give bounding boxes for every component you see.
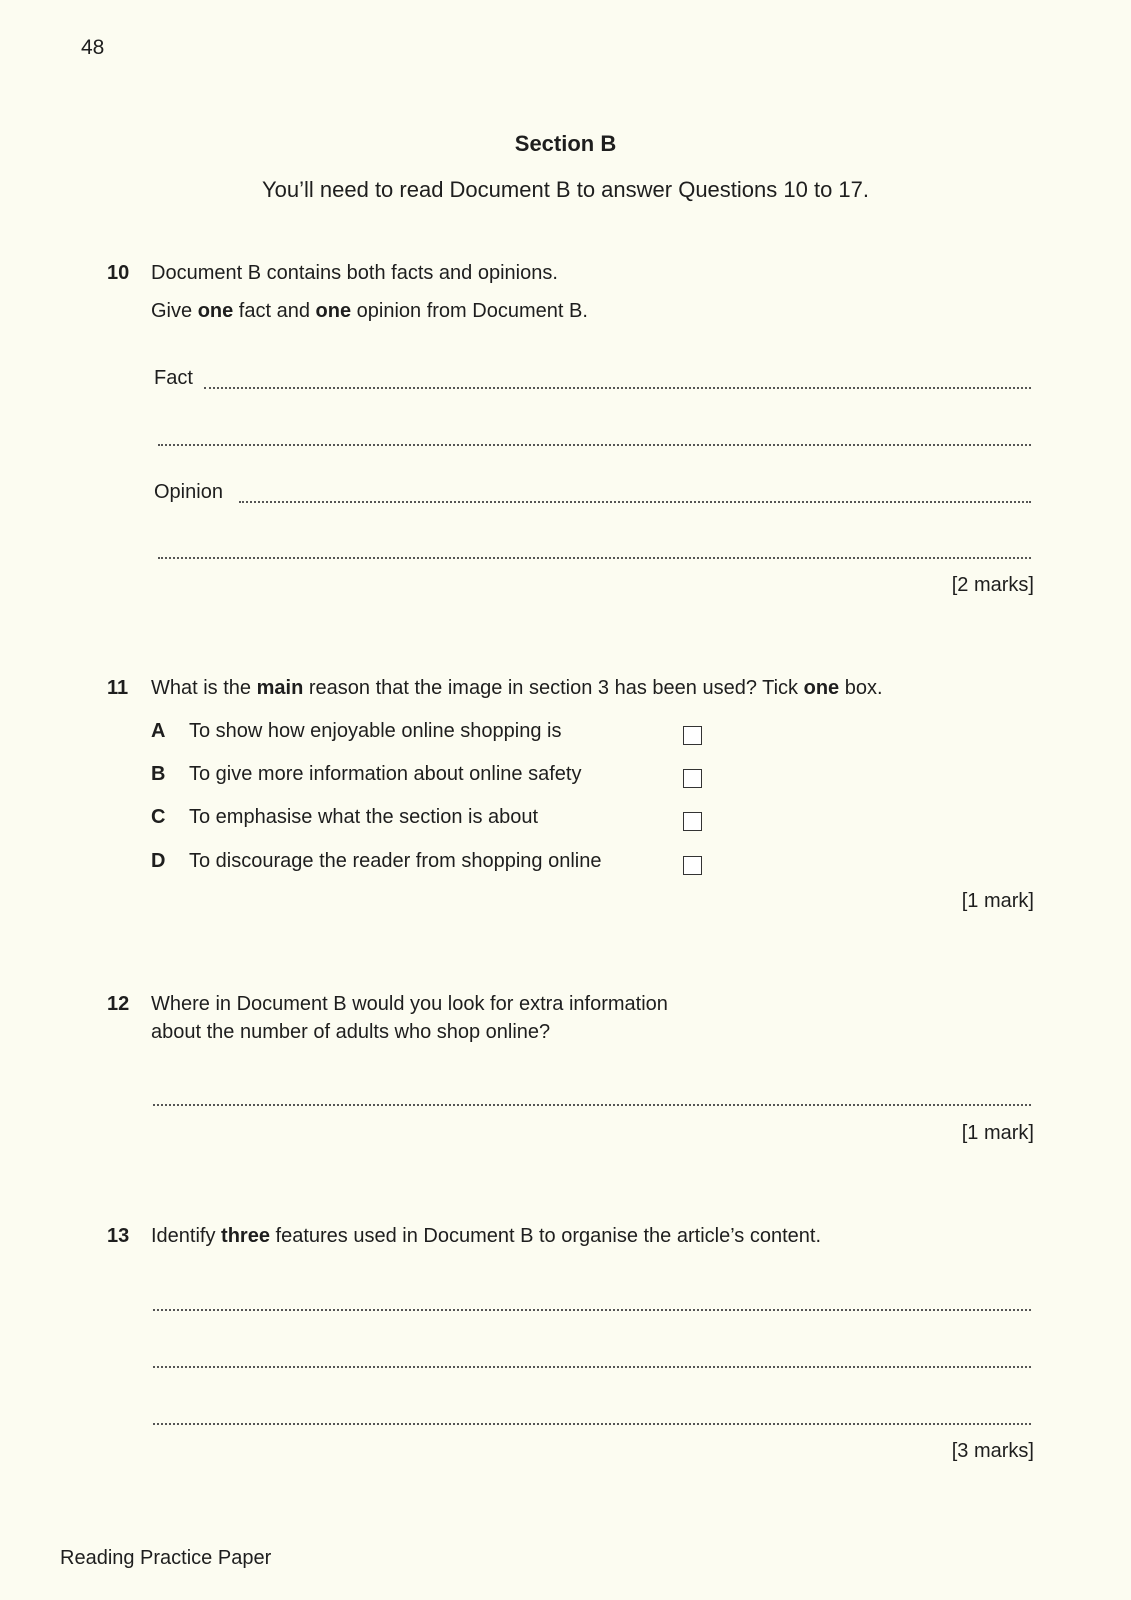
fact-answer-line-1[interactable] xyxy=(204,387,1031,389)
option-a-checkbox[interactable] xyxy=(683,726,702,745)
question-12-answer-line[interactable] xyxy=(153,1104,1031,1106)
section-title: Section B xyxy=(514,131,617,156)
opinion-label: Opinion xyxy=(154,481,223,503)
option-c-text: To emphasise what the section is about xyxy=(189,806,539,828)
section-instruction: You’ll need to read Document B to answer Questions 10 to 17. xyxy=(261,177,869,202)
opinion-answer-line-2[interactable] xyxy=(158,557,1031,559)
page-number: 48 xyxy=(81,36,105,59)
option-a-text: To show how enjoyable online shopping is xyxy=(189,720,562,742)
question-12-marks: [1 mark] xyxy=(961,1122,1034,1144)
question-11-number: 11 xyxy=(107,677,129,699)
question-10-number: 10 xyxy=(107,262,130,284)
question-12-number: 12 xyxy=(107,993,130,1015)
fact-answer-line-2[interactable] xyxy=(158,444,1031,446)
option-d-text: To discourage the reader from shopping online xyxy=(189,850,602,872)
fact-label: Fact xyxy=(154,367,193,389)
option-c-checkbox[interactable] xyxy=(683,812,702,831)
question-12-line-1: Where in Document B would you look for extra information xyxy=(151,993,668,1015)
question-13-number: 13 xyxy=(107,1225,130,1247)
question-10-marks: [2 marks] xyxy=(951,574,1034,596)
question-10-line-1: Document B contains both facts and opinions. xyxy=(151,262,558,284)
option-c-letter: C xyxy=(151,806,166,828)
question-13-text: Identify three features used in Document B to organise the article’s content. xyxy=(151,1225,822,1247)
option-b-checkbox[interactable] xyxy=(683,769,702,788)
opinion-answer-line-1[interactable] xyxy=(239,501,1031,503)
question-13-answer-line-1[interactable] xyxy=(153,1309,1031,1311)
question-12-line-2: about the number of adults who shop online? xyxy=(151,1021,551,1043)
option-a-letter: A xyxy=(151,720,166,742)
option-d-letter: D xyxy=(151,850,166,872)
option-d-checkbox[interactable] xyxy=(683,856,702,875)
question-11-marks: [1 mark] xyxy=(961,890,1034,912)
page-footer: Reading Practice Paper xyxy=(60,1547,272,1569)
option-b-letter: B xyxy=(151,763,166,785)
question-13-marks: [3 marks] xyxy=(951,1440,1034,1462)
question-13-answer-line-3[interactable] xyxy=(153,1423,1031,1425)
question-11-text: What is the main reason that the image in section 3 has been used? Tick one box. xyxy=(151,677,883,699)
question-13-answer-line-2[interactable] xyxy=(153,1366,1031,1368)
option-b-text: To give more information about online safety xyxy=(189,763,582,785)
question-10-line-2: Give one fact and one opinion from Document B. xyxy=(151,300,588,322)
